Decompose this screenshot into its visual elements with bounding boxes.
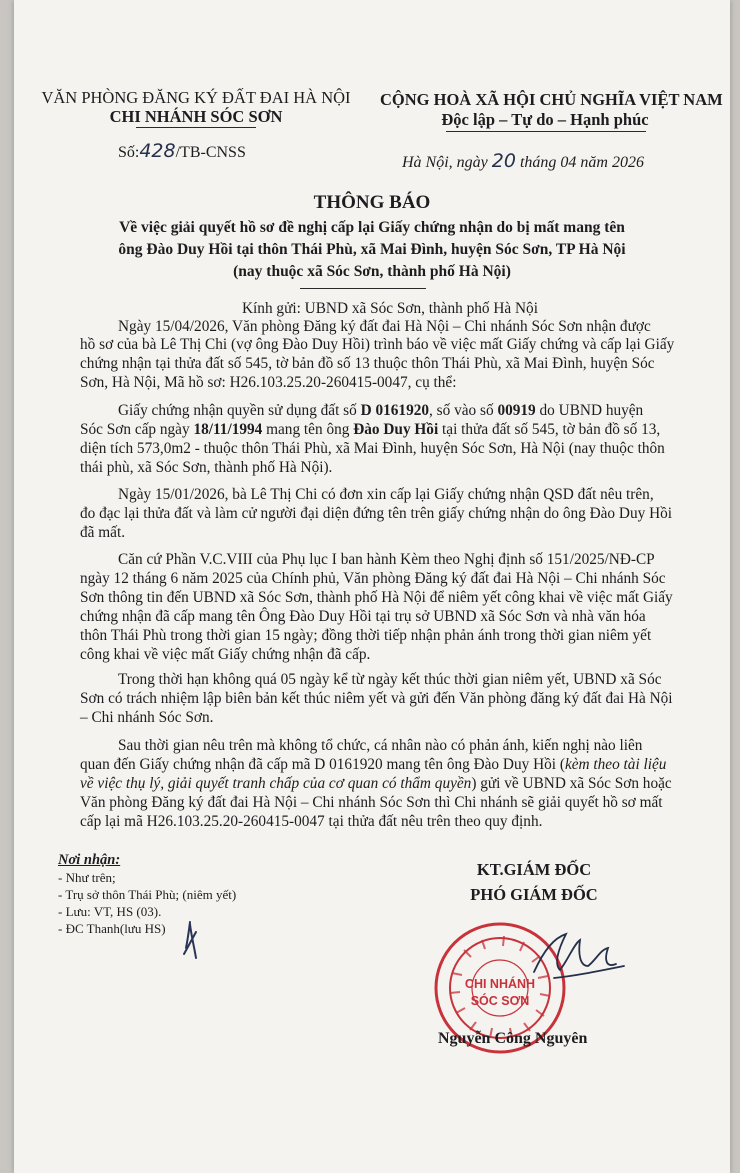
p2-text: mang tên ông	[262, 421, 354, 438]
p2-text: Giấy chứng nhận quyền sử dụng đất số	[118, 402, 361, 419]
p5-line-1: Trong thời hạn không quá 05 ngày kể từ ngày kết thúc thời gian niêm yết, UBND xã Sóc	[118, 671, 662, 688]
date-place: Hà Nội, ngày	[402, 154, 488, 171]
p5-line-2: Sơn có trách nhiệm lập biên bản kết thúc niêm yết và gửi đến Văn phòng đăng ký đất đai Hà Nội	[80, 690, 673, 707]
p5-line-3: – Chi nhánh Sóc Sơn.	[80, 709, 214, 726]
p6-line-2	[80, 756, 666, 775]
recipient-item: - Như trên;	[58, 870, 116, 885]
p2-text: do UBND huyện	[535, 402, 644, 419]
certificate-number: D 0161920	[360, 402, 430, 419]
agency-name: VĂN PHÒNG ĐĂNG KÝ ĐẤT ĐAI HÀ NỘI	[41, 88, 351, 107]
p1-line-3: chứng nhận tại thửa đất số 545, tờ bản đồ số 13 thuộc thôn Thái Phù, xã Mai Đình, huyện Sóc	[80, 355, 655, 372]
p6-italic-text: kèm theo tài liệu	[564, 756, 667, 773]
signature-title-2: PHÓ GIÁM ĐỐC	[470, 885, 598, 904]
p2-line-2	[80, 421, 660, 440]
p2-line-1	[118, 402, 643, 421]
date-month: 04	[560, 154, 577, 171]
p1-line-1: Ngày 15/04/2026, Văn phòng Đăng ký đất đai Hà Nội – Chi nhánh Sóc Sơn nhận được	[118, 318, 651, 335]
p2-line-3: diện tích 573,0m2 - thuộc thôn Thái Phù, xã Mai Đình, huyện Sóc Sơn, Hà Nội (nay thuộc thôn	[80, 440, 665, 457]
document-date	[402, 150, 644, 172]
p3-line-1: Ngày 15/01/2026, bà Lê Thị Chi có đơn xin cấp lại Giấy chứng nhận QSD đất nêu trên,	[118, 486, 654, 503]
date-year-label: năm	[580, 154, 608, 171]
country-motto: Độc lập – Tự do – Hạnh phúc	[441, 110, 649, 129]
p6-line-4: Văn phòng Đăng ký đất đai Hà Nội – Chi nhánh Sóc Sơn thì Chi nhánh sẽ giải quyết hồ sơ mất	[80, 794, 663, 811]
stamp-text-line-1: CHI NHÁNH	[464, 977, 536, 991]
recipient-item: - Lưu: VT, HS (03).	[58, 904, 162, 919]
recipients-title: Nơi nhận:	[58, 852, 121, 868]
p4-line-2: ngày 12 tháng 6 năm 2025 của Chính phủ, Văn phòng Đăng ký đất đai Hà Nội – Chi nhánh Sóc	[80, 570, 666, 587]
doc-number-suffix: /TB-CNSS	[175, 144, 246, 161]
signer-name: Nguyễn Công Nguyên	[438, 1030, 588, 1047]
p4-line-5: thôn Thái Phù trong thời gian 15 ngày; đồng thời tiếp nhận phản ánh trong thời gian niêm yết	[80, 627, 652, 644]
subject-line-3: (nay thuộc xã Sóc Sơn, thành phố Hà Nội)	[233, 263, 511, 280]
document-title: THÔNG BÁO	[313, 192, 431, 213]
p4-line-3: Sơn thông tin đến UBND xã Sóc Sơn, thành phố Hà Nội để niêm yết công khai về việc mất Giấy	[80, 589, 673, 606]
recipients-block	[58, 852, 236, 937]
document-number	[118, 140, 246, 162]
doc-number-prefix: Số:	[118, 144, 140, 161]
date-day-handwritten: 20	[491, 150, 516, 172]
p6-italic-text: về việc thụ lý, giải quyết tranh chấp của cơ quan có thẩm quyền	[80, 775, 472, 792]
p2-text: Sóc Sơn cấp ngày	[80, 421, 194, 438]
issue-date: 18/11/1994	[193, 421, 263, 438]
p6-line-1: Sau thời gian nêu trên mà không tổ chức, cá nhân nào có phản ánh, kiến nghị nào liên	[118, 737, 643, 754]
date-month-label: tháng	[519, 154, 557, 171]
p4-line-6: công khai về việc mất Giấy chứng nhận đã cấp.	[80, 646, 371, 663]
date-year: 2026	[611, 154, 644, 171]
agency-underline	[136, 127, 256, 128]
p2-text: tại thửa đất số 545, tờ bản đồ số 13,	[438, 421, 661, 438]
p1-line-2: hồ sơ của bà Lê Thị Chi (vợ ông Đào Duy Hồi) trình báo về việc mất Giấy chứng và cấp lại Giấy	[80, 336, 675, 353]
handwritten-signature	[514, 920, 634, 990]
greeting: Kính gửi: UBND xã Sóc Sơn, thành phố Hà Nội	[242, 300, 538, 317]
p6-text: quan đến Giấy chứng nhận đã cấp mã D 0161920 mang tên ông Đào Duy Hồi (	[80, 756, 565, 773]
title-underline	[300, 288, 426, 289]
p6-text: ) gửi về UBND xã Sóc Sơn hoặc	[471, 775, 672, 792]
country-name: CỘNG HOÀ XÃ HỘI CHỦ NGHĨA VIỆT NAM	[380, 90, 723, 109]
agency-branch: CHI NHÁNH SÓC SƠN	[109, 107, 283, 126]
subject-line-1: Về việc giải quyết hồ sơ đề nghị cấp lại Giấy chứng nhận do bị mất mang tên	[119, 219, 625, 236]
p6-line-3	[80, 775, 672, 794]
recipient-item: - Trụ sở thôn Thái Phù; (niêm yết)	[58, 887, 237, 902]
p4-line-1: Căn cứ Phần V.C.VIII của Phụ lục I ban hành Kèm theo Nghị định số 151/2025/NĐ-CP	[118, 551, 655, 568]
register-number: 00919	[497, 402, 536, 419]
stamp-text-line-2: SÓC SƠN	[470, 994, 530, 1008]
subject-line-2: ông Đào Duy Hồi tại thôn Thái Phù, xã Mai Đình, huyện Sóc Sơn, TP Hà Nội	[118, 241, 626, 258]
owner-name: Đào Duy Hồi	[353, 421, 439, 438]
p6-line-5: cấp lại mã H26.103.25.20-260415-0047 tại thửa đất nêu trên theo quy định.	[80, 813, 543, 830]
p3-line-2: đo đạc lại thửa đất và làm cử người đại diện đứng tên trên giấy chứng nhận do ông Đào Duy Hồi	[80, 505, 673, 522]
handwritten-check-mark	[180, 918, 202, 960]
recipient-item: - ĐC Thanh(lưu HS)	[58, 921, 166, 936]
p4-line-4: chứng nhận đã cấp mang tên Ông Đào Duy Hồi tại trụ sở UBND xã Sóc Sơn và nhà văn hóa	[80, 608, 646, 625]
motto-underline	[446, 131, 646, 132]
p1-line-4: Sơn, Hà Nội, Mã hồ sơ: H26.103.25.20-260415-0047, cụ thể:	[80, 374, 457, 391]
signature-title-1: KT.GIÁM ĐỐC	[476, 860, 592, 879]
p2-line-4: thái phù, xã Sóc Sơn, thành phố Hà Nội).	[80, 459, 333, 476]
p3-line-3: đã mất.	[80, 524, 126, 541]
document-page	[14, 0, 730, 1173]
p2-text: , số vào số	[429, 402, 498, 419]
doc-number-handwritten: 428	[139, 140, 176, 162]
